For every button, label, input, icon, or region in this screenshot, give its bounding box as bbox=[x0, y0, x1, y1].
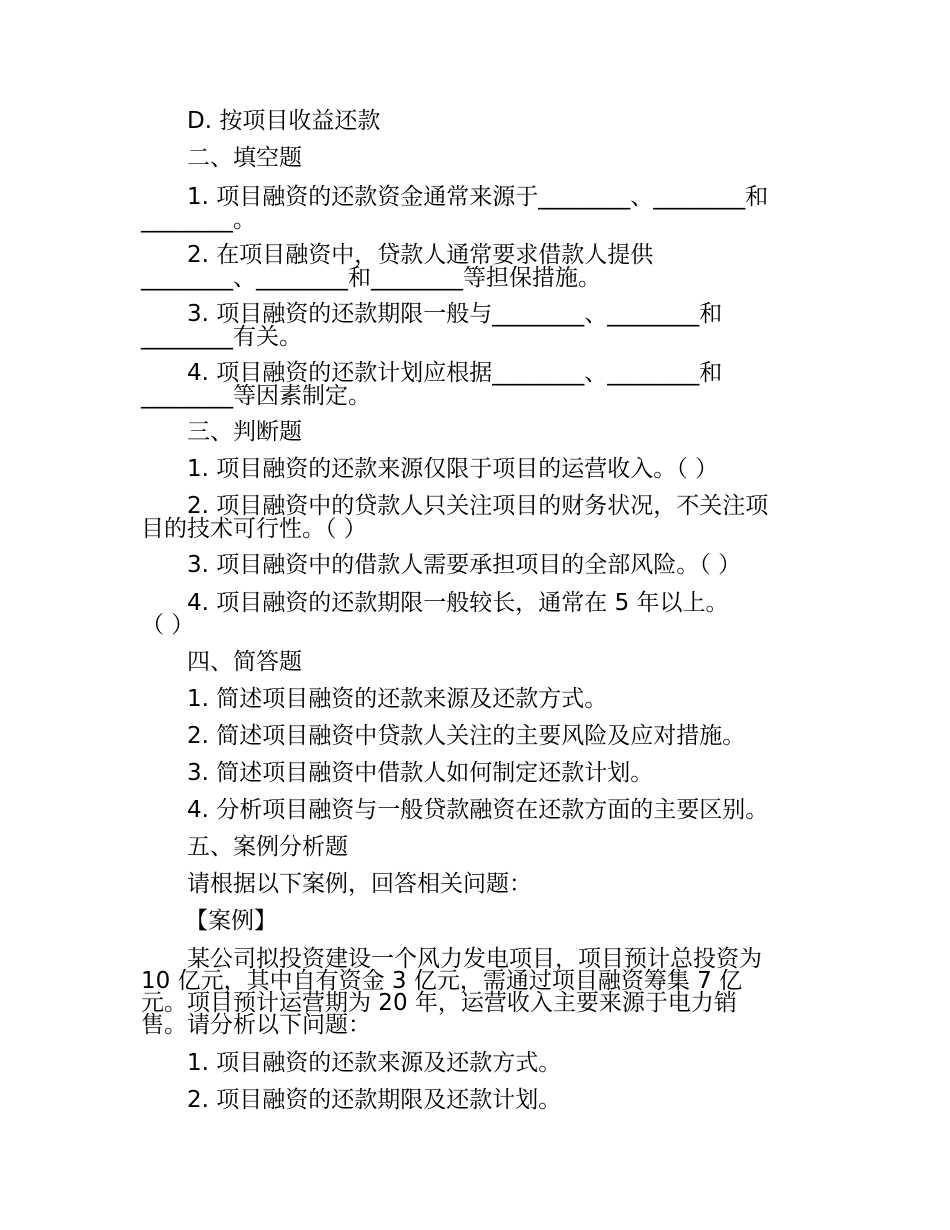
true-false-q2-line2: 目的技术可行性。（ ） bbox=[141, 516, 367, 542]
fill-blank-q4-line1: 4. 项目融资的还款计划应根据________、________和 bbox=[187, 360, 723, 386]
short-answer-q4: 4. 分析项目融资与一般贷款融资在还款方面的主要区别。 bbox=[187, 797, 769, 823]
section-heading-fill-blank: 二、填空题 bbox=[187, 145, 302, 171]
case-question-2: 2. 项目融资的还款期限及还款计划。 bbox=[187, 1087, 562, 1113]
short-answer-q2: 2. 简述项目融资中贷款人关注的主要风险及应对措施。 bbox=[187, 723, 746, 749]
case-intro: 请根据以下案例，回答相关问题： bbox=[187, 871, 532, 897]
case-text-line2: 10 亿元，其中自有资金 3 亿元，需通过项目融资筹集 7 亿 bbox=[141, 968, 743, 994]
fill-blank-q3-line1: 3. 项目融资的还款期限一般与________、________和 bbox=[187, 301, 723, 327]
true-false-q2-line1: 2. 项目融资中的贷款人只关注项目的财务状况，不关注项 bbox=[187, 493, 769, 519]
case-question-1: 1. 项目融资的还款来源及还款方式。 bbox=[187, 1050, 562, 1076]
fill-blank-q1-line2: ________。 bbox=[141, 207, 256, 233]
fill-blank-q4-line2: ________等因素制定。 bbox=[141, 383, 371, 409]
case-text-line4: 售。请分析以下问题： bbox=[141, 1012, 371, 1038]
section-heading-case-analysis: 五、案例分析题 bbox=[187, 834, 348, 860]
short-answer-q1: 1. 简述项目融资的还款来源及还款方式。 bbox=[187, 686, 608, 712]
option-d: D. 按项目收益还款 bbox=[187, 108, 381, 134]
true-false-q3: 3. 项目融资中的借款人需要承担项目的全部风险。（ ） bbox=[187, 552, 742, 578]
fill-blank-q1-line1: 1. 项目融资的还款资金通常来源于________、________和 bbox=[187, 184, 769, 210]
short-answer-q3: 3. 简述项目融资中借款人如何制定还款计划。 bbox=[187, 760, 654, 786]
true-false-q4-line2: （ ） bbox=[141, 612, 195, 638]
fill-blank-q2-line1: 2. 在项目融资中，贷款人通常要求借款人提供 bbox=[187, 242, 654, 268]
fill-blank-q3-line2: ________有关。 bbox=[141, 324, 302, 350]
section-heading-true-false: 三、判断题 bbox=[187, 419, 302, 445]
true-false-q4-line1: 4. 项目融资的还款期限一般较长，通常在 5 年以上。 bbox=[187, 590, 729, 616]
section-heading-short-answer: 四、简答题 bbox=[187, 649, 302, 675]
case-tag: 【案例】 bbox=[185, 908, 277, 934]
case-text-line3: 元。项目预计运营期为 20 年，运营收入主要来源于电力销 bbox=[141, 990, 737, 1016]
fill-blank-q2-line2: ________、________和________等担保措施。 bbox=[141, 265, 601, 291]
true-false-q1: 1. 项目融资的还款来源仅限于项目的运营收入。（ ） bbox=[187, 456, 719, 482]
case-text-line1: 某公司拟投资建设一个风力发电项目，项目预计总投资为 bbox=[187, 946, 762, 972]
